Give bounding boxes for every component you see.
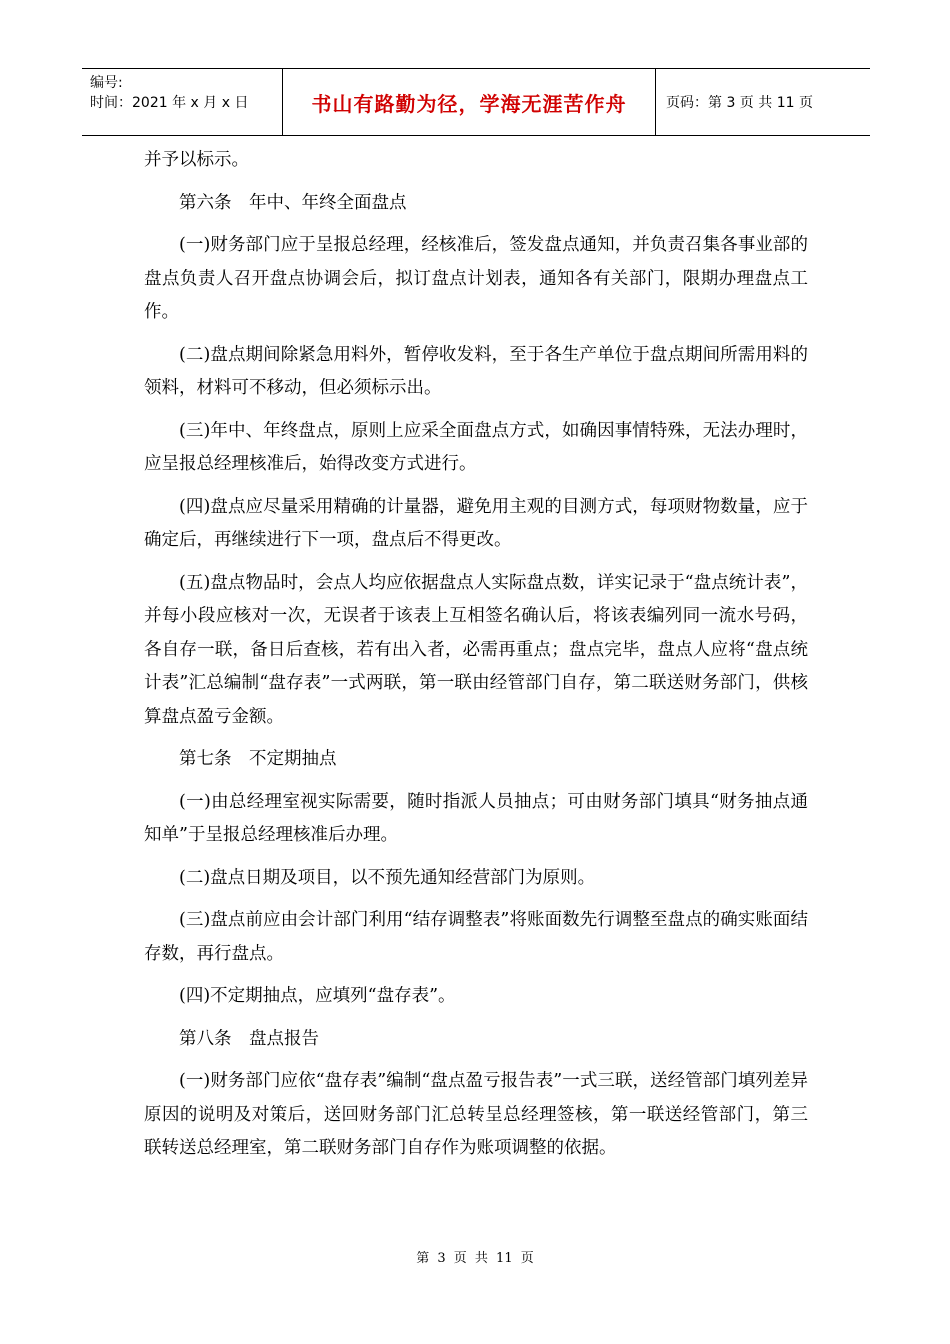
- paragraph: (三)盘点前应由会计部门利用“结存调整表”将账面数先行调整至盘点的确实账面结存数，再行盘点。: [144, 910, 808, 964]
- header-meta: [82, 69, 283, 135]
- paragraph: 并予以标示。: [144, 150, 249, 170]
- article-heading: 第八条 盘点报告: [179, 1028, 319, 1049]
- document-body: [144, 144, 808, 1175]
- paragraph: (一)财务部门应依“盘存表”编制“盘点盈亏报告表”一式三联，送经管部门填列差异原因的说明及对策后，送回财务部门汇总转呈总经理签核，第一联送经管部门，第三联转送总经理室，第二联财务部门自存作为账项调整的依据。: [144, 1071, 808, 1158]
- article-heading: 第七条 不定期抽点: [179, 749, 337, 769]
- paragraph: (四)盘点应尽量采用精确的计量器，避免用主观的目测方式，每项财物数量，应于确定后，再继续进行下一项，盘点后不得更改。: [144, 496, 808, 550]
- paragraph: (一)由总经理室视实际需要，随时指派人员抽点；可由财务部门填具“财务抽点通知单”于呈报总经理核准后办理。: [144, 791, 808, 845]
- document-date: 时间：2021 年 x 月 x 日: [90, 95, 249, 111]
- page-header: [82, 68, 870, 136]
- paragraph: (三)年中、年终盘点，原则上应采全面盘点方式，如确因事情特殊，无法办理时，应呈报总经理核准后，始得改变方式进行。: [144, 420, 808, 474]
- paragraph: (四)不定期抽点，应填列“盘存表”。: [179, 986, 456, 1006]
- paragraph: (一)财务部门应于呈报总经理，经核准后，签发盘点通知，并负责召集各事业部的盘点负责人召开盘点协调会后，拟订盘点计划表，通知各有关部门，限期办理盘点工作。: [144, 235, 808, 322]
- paragraph: (五)盘点物品时，会点人均应依据盘点人实际盘点数，详实记录于“盘点统计表”，并每小段应核对一次，无误者于该表上互相签名确认后，将该表编列同一流水号码，各自存一联，备日后查核，若有出入者，必需再重点；盘点完毕，盘点人应将“盘点统计表”汇总编制“盘存表”一式两联，第一联由经管部门自存，第二联送财务部门，供核算盘点盈亏金额。: [144, 572, 808, 727]
- article-heading: 第六条 年中、年终全面盘点: [179, 192, 407, 213]
- paragraph: (二)盘点期间除紧急用料外，暂停收发料，至于各生产单位于盘点期间所需用料的领料，材料可不移动，但必须标示出。: [144, 344, 808, 398]
- header-page-info: 页码：第 3 页 共 11 页: [666, 95, 813, 111]
- document-number-label: 编号:: [90, 75, 123, 91]
- paragraph: (二)盘点日期及项目，以不预先通知经营部门为原则。: [179, 867, 596, 888]
- header-motto: 书山有路勤为径，学海无涯苦作舟: [283, 69, 656, 135]
- page-footer: 第 3 页 共 11 页: [416, 1251, 534, 1266]
